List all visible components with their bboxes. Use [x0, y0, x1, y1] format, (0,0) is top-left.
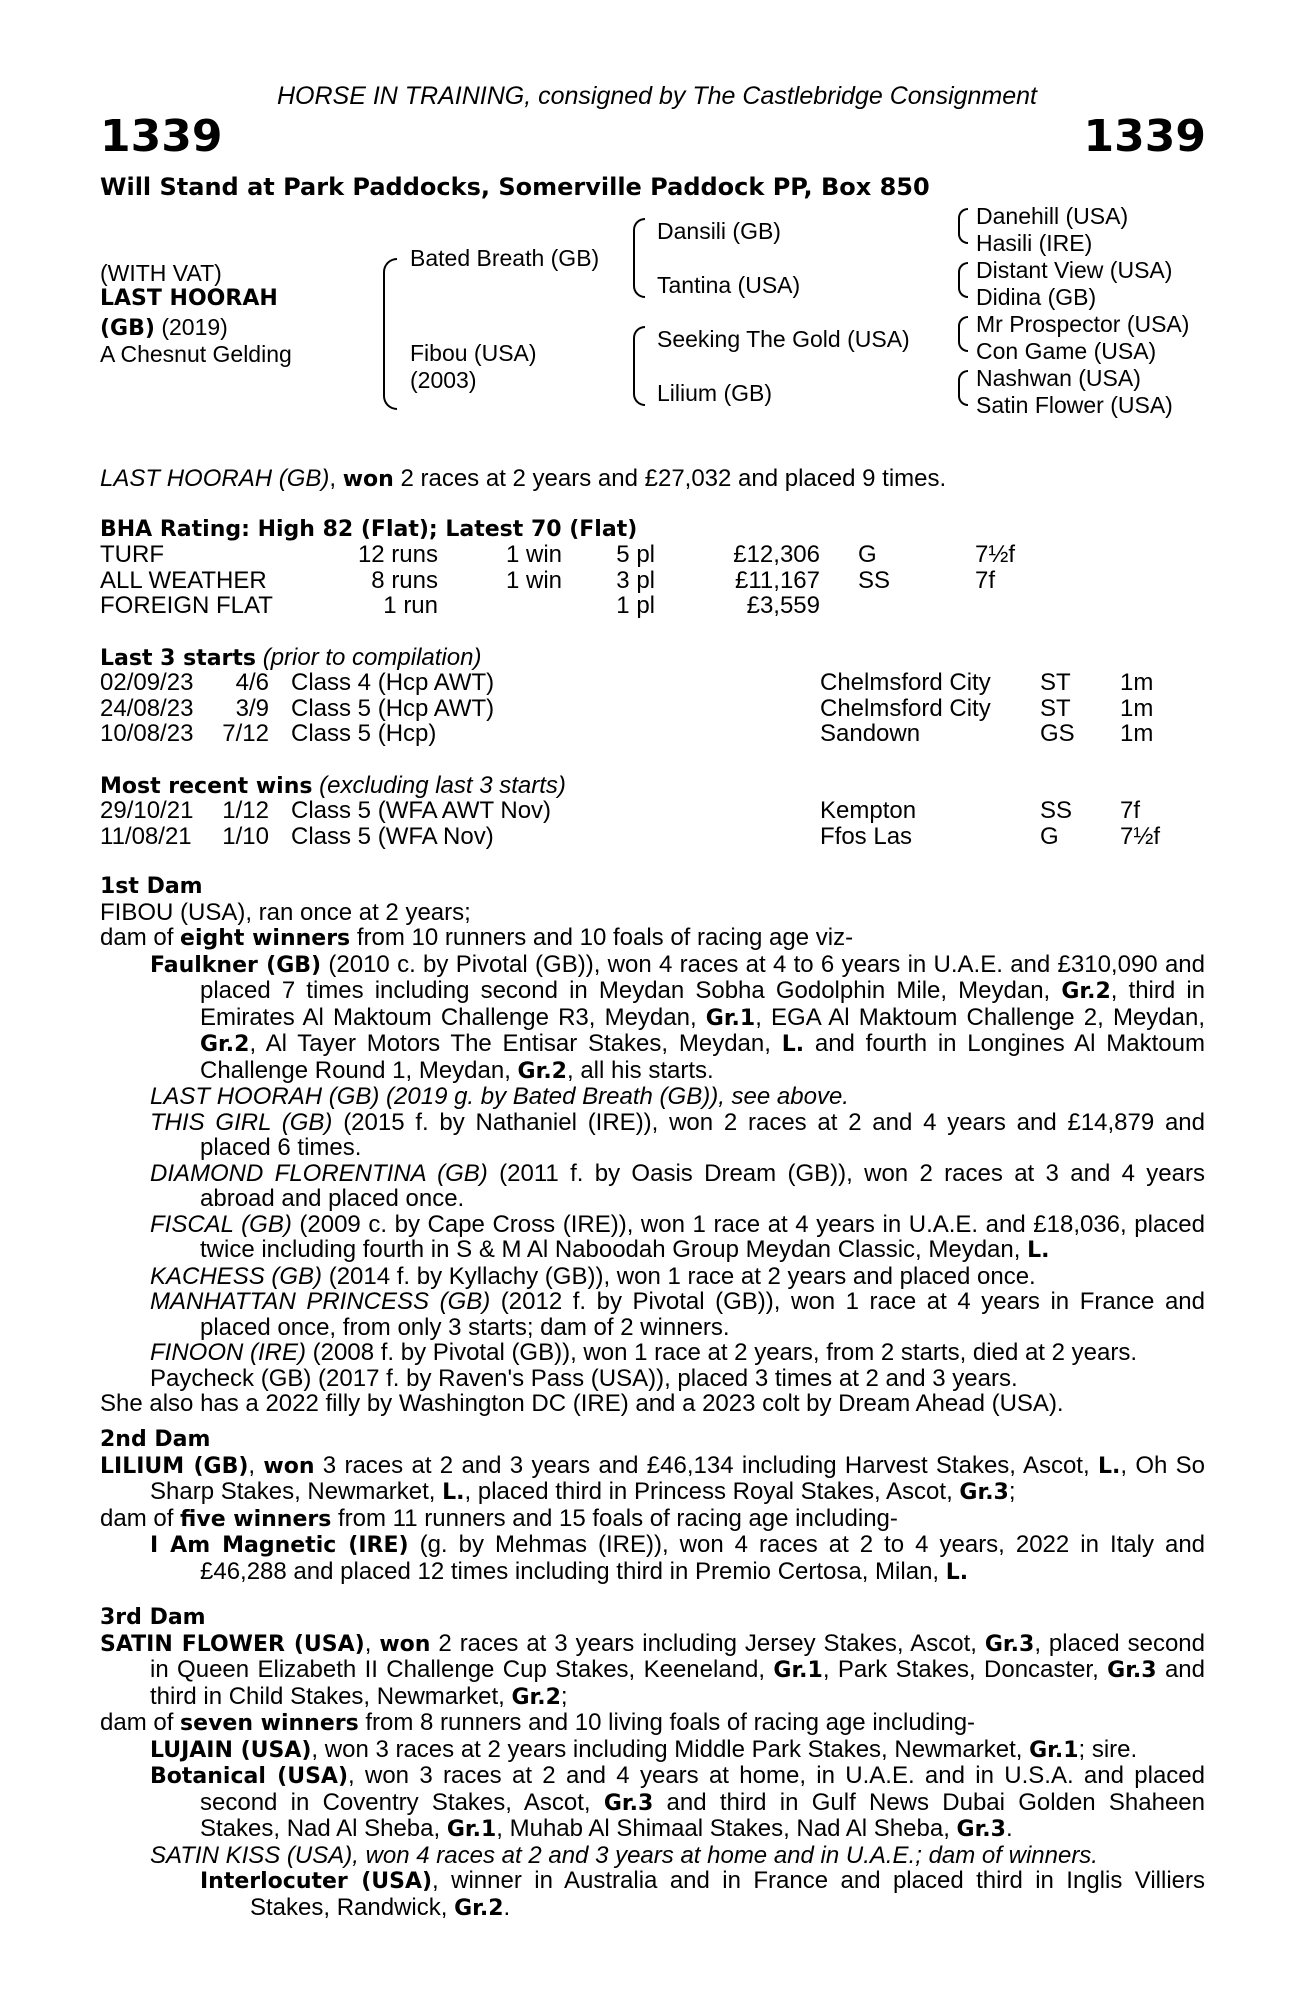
rating-dist: 7½f: [975, 541, 1016, 568]
horse-country: (GB): [100, 316, 155, 341]
summary-horse: LAST HOORAH (GB): [100, 465, 330, 492]
grade: Gr.1: [446, 1817, 497, 1842]
progeny-botanical: [100, 1763, 1205, 1843]
last3-going: ST: [1040, 669, 1071, 696]
progeny-text: , won 3 races at 2 and 4 years at home, in U.A.E. and in U.S.A. and placed second in Coventry Stakes, Ascot,: [200, 1762, 1205, 1816]
grade: Gr.1: [1029, 1737, 1079, 1763]
damof-prefix: dam of: [100, 924, 181, 951]
first-dam-line: FIBOU (USA), ran once at 2 years;: [100, 898, 471, 926]
second-dam-dam-of: [100, 1506, 1205, 1533]
last3-class: Class 5 (Hcp AWT): [291, 694, 495, 722]
grade: Gr.1: [773, 1658, 823, 1683]
progeny-name: FINOON (IRE): [150, 1339, 306, 1366]
second-dam-section: [100, 1427, 1205, 1585]
recent-course: Kempton: [820, 797, 917, 824]
recent-heading: [100, 773, 566, 800]
progeny-lujain: [100, 1737, 1205, 1764]
rating-going: G: [858, 541, 877, 568]
horse-year: (2019): [154, 314, 228, 340]
progeny-text: (2014 f. by Kyllachy (GB)), won 1 race at 2 years and placed once.: [322, 1262, 1036, 1290]
rating-runs: 12 runs: [357, 541, 438, 568]
progeny-name: MANHATTAN PRINCESS (GB): [150, 1288, 491, 1315]
rating-amount: £11,167: [735, 566, 820, 594]
rating-row: [100, 542, 1205, 568]
horse-name: LAST HOORAH: [100, 286, 278, 311]
grade: Gr.2: [517, 1058, 567, 1084]
dam-text: , placed second in Queen Elizabeth II Challenge Cup Stakes, Keeneland,: [150, 1629, 1205, 1683]
progeny-kachess: [100, 1264, 1205, 1290]
rating-pl: 3 pl: [616, 566, 655, 594]
dam-text: , placed third in Princess Royal Stakes, Ascot,: [464, 1478, 960, 1505]
second-dam-title: 2nd Dam: [100, 1427, 211, 1452]
dam-won: won: [379, 1631, 431, 1657]
last3-going: GS: [1040, 720, 1075, 747]
pedigree-g1: Danehill (USA): [976, 203, 1129, 229]
progeny-text: (2008 f. by Pivotal (GB)), won 1 race at 2 years, from 2 starts, died at 2 years.: [306, 1339, 1138, 1366]
summary-won: won: [342, 467, 394, 492]
progeny-text: .: [503, 1893, 511, 1921]
pedigree-sire-dam: Tantina (USA): [657, 272, 801, 298]
vat-note: (WITH VAT): [100, 260, 222, 286]
damof-suffix: from 10 runners and 10 foals of racing age viz-: [350, 924, 854, 951]
rating-pl: 5 pl: [616, 541, 655, 568]
progeny-text: (2010 c. by Pivotal (GB)), won 4 races at 4 to 6 years in U.A.E. and £310,090 and placed 7 times including second in Meydan Sobha Godolphin Mile, Meydan,: [200, 950, 1205, 1004]
grade: Gr.2: [1061, 979, 1111, 1004]
rating-type: FOREIGN FLAT: [100, 592, 273, 619]
bha-rating: BHA Rating: High 82 (Flat); Latest 70 (Flat): [100, 517, 638, 542]
grade: Gr.3: [959, 1480, 1009, 1505]
rating-amount: £12,306: [733, 541, 820, 568]
last3-course: Sandown: [820, 720, 921, 747]
third-dam-title: 3rd Dam: [100, 1605, 206, 1630]
progeny-name: THIS GIRL (GB): [150, 1108, 333, 1136]
last3-table: [100, 670, 1205, 747]
last3-pos: 4/6: [235, 669, 269, 696]
recent-row: [100, 798, 1205, 824]
third-dam-section: [100, 1605, 1205, 1921]
last3-class: Class 5 (Hcp): [291, 720, 437, 747]
dam-text: , Oh So Sharp Stakes, Newmarket,: [150, 1451, 1206, 1505]
recent-pos: 1/12: [222, 797, 269, 824]
progeny-interlocuter: [100, 1868, 1205, 1921]
grade: Gr.2: [454, 1895, 504, 1921]
pedigree-brace-g2: [958, 262, 968, 298]
damof-prefix: dam of: [100, 1504, 181, 1532]
rating-table: [100, 542, 1205, 619]
recent-table: [100, 798, 1205, 849]
recent-going: G: [1040, 822, 1059, 850]
last3-note: (prior to compilation): [256, 644, 482, 671]
last3-course: Chelmsford City: [820, 669, 991, 696]
pedigree-brace-sire: [633, 218, 645, 298]
last3-class: Class 4 (Hcp AWT): [291, 669, 495, 696]
recent-going: SS: [1040, 797, 1073, 824]
rating-type: TURF: [100, 541, 164, 568]
pedigree-brace-g1: [958, 208, 968, 244]
pedigree-dam-dam: Lilium (GB): [657, 380, 773, 406]
second-dam-record: LILIUM (GB), won 3 races at 2 and 3 years and £46,134 including Harvest Stakes, Ascot, L., Oh So Sharp Stakes, Newmarket, L., placed third in Princess Royal Stakes, Ascot, Gr.3;: [100, 1451, 1206, 1505]
progeny-text: , EGA Al Maktoum Challenge 2, Meydan,: [755, 1003, 1205, 1031]
first-dam-dam-of: [100, 925, 1205, 952]
damof-suffix: from 11 runners and 15 foals of racing age including-: [331, 1504, 898, 1532]
progeny-text: , Muhab Al Shimaal Stakes, Nad Al Sheba,: [496, 1815, 957, 1842]
last3-going: ST: [1040, 694, 1071, 722]
recent-note: (excluding last 3 starts): [312, 772, 566, 799]
progeny-text: and fourth in Longines Al Maktoum Challenge Round 1, Meydan,: [200, 1030, 1205, 1084]
grade: Gr.3: [1107, 1658, 1157, 1683]
dam-name: SATIN FLOWER (USA): [100, 1631, 365, 1657]
pedigree-g6: Con Game (USA): [976, 338, 1157, 364]
progeny-name: Interlocuter (USA): [200, 1869, 433, 1894]
recent-title: Most recent wins: [100, 774, 313, 799]
pedigree-g7: Nashwan (USA): [976, 365, 1141, 391]
dam-text: and third in Child Stakes, Newmarket,: [150, 1656, 1205, 1710]
grade: L.: [1027, 1238, 1050, 1263]
progeny-i-am-magnetic: [100, 1532, 1205, 1585]
recent-dist: 7½f: [1120, 822, 1161, 850]
progeny-paycheck: Paycheck (GB) (2017 f. by Raven's Pass (USA)), placed 3 times at 2 and 3 years.: [150, 1364, 1018, 1392]
progeny-text: , third in Emirates Al Maktoum Challenge R3, Meydan,: [200, 977, 1205, 1031]
last3-date: 02/09/23: [100, 669, 194, 696]
recent-row: [100, 824, 1205, 850]
horse-origin: [100, 315, 228, 341]
last3-course: Chelmsford City: [820, 694, 991, 722]
progeny-text: (2012 f. by Pivotal (GB)), won 1 race at 4 years in France and placed once, from only 3 starts; dam of 2 winners.: [200, 1288, 1205, 1341]
progeny-text: ; sire.: [1078, 1735, 1138, 1763]
progeny-text: , all his starts.: [566, 1056, 714, 1084]
recent-class: Class 5 (WFA Nov): [291, 822, 494, 850]
rating-dist: 7f: [975, 566, 996, 594]
progeny-name: FISCAL (GB): [150, 1210, 292, 1238]
first-dam-title: 1st Dam: [100, 874, 203, 899]
last3-date: 24/08/23: [100, 694, 194, 722]
grade: L.: [442, 1480, 465, 1505]
rating-wins: 1 win: [505, 566, 562, 594]
progeny-name: Botanical (USA): [150, 1764, 349, 1789]
recent-course: Ffos Las: [820, 822, 913, 850]
pedigree-g3: Distant View (USA): [976, 257, 1173, 283]
recent-dist: 7f: [1120, 797, 1141, 824]
progeny-text: (g. by Mehmas (IRE)), won 4 races at 2 to 4 years, 2022 in Italy and £46,288 and placed 12 times including third in Premio Certosa, Milan,: [200, 1531, 1206, 1585]
rating-amount: £3,559: [746, 592, 820, 619]
progeny-faulkner: [100, 952, 1205, 1085]
progeny-text: , won 3 races at 2 years including Middle Park Stakes, Newmarket,: [311, 1735, 1030, 1763]
pedigree-dam-sire: Seeking The Gold (USA): [657, 326, 910, 352]
rating-pl: 1 pl: [616, 592, 655, 619]
grade: L.: [1097, 1453, 1121, 1479]
damof-count: five winners: [180, 1506, 332, 1532]
dam-text: , Park Stakes, Doncaster,: [822, 1656, 1108, 1683]
third-dam-dam-of: [100, 1710, 1205, 1737]
progeny-this-girl: [100, 1110, 1205, 1161]
progeny-diamond-florentina: [100, 1161, 1205, 1212]
recent-class: Class 5 (WFA AWT Nov): [291, 797, 552, 824]
progeny-text: , winner in Australia and in France and placed third in Inglis Villiers Stakes, Randwick,: [250, 1867, 1205, 1921]
dam-text: ;: [1008, 1478, 1016, 1505]
grade: L.: [945, 1559, 969, 1585]
pedigree-brace-dam: [633, 326, 645, 406]
pedigree-dam-year: (2003): [410, 367, 477, 393]
pedigree-brace-g3: [958, 316, 968, 352]
pedigree-dam: Fibou (USA): [410, 340, 537, 366]
grade: Gr.1: [705, 1005, 756, 1031]
progeny-name: Faulkner (GB): [150, 952, 322, 978]
damof-suffix: from 8 runners and 10 living foals of racing age including-: [358, 1709, 976, 1736]
progeny-name: KACHESS (GB): [150, 1262, 323, 1290]
dam-name: LILIUM (GB): [100, 1453, 249, 1479]
last3-row: [100, 670, 1205, 696]
dam-won: won: [263, 1453, 315, 1479]
progeny-satin-kiss: SATIN KISS (USA), won 4 races at 2 and 3 years at home and in U.A.E.; dam of winners.: [150, 1841, 1098, 1869]
last3-row: [100, 696, 1205, 722]
pedigree-sire: Bated Breath (GB): [410, 245, 600, 271]
recent-pos: 1/10: [222, 822, 269, 850]
progeny-last-hoorah: LAST HOORAH (GB) (2019 g. by Bated Breath (GB)), see above.: [150, 1083, 849, 1110]
lot-number-left: 1339: [100, 111, 223, 162]
catalogue-header: HORSE IN TRAINING, consigned by The Castlebridge Consignment: [276, 82, 1038, 110]
summary-text: 2 races at 2 years and £27,032 and placed 9 times.: [393, 465, 947, 492]
grade: Gr.3: [956, 1817, 1006, 1842]
dam-text: ;: [560, 1682, 568, 1710]
pedigree-brace-g4: [958, 370, 968, 406]
pedigree-brace-main: [383, 258, 397, 410]
last3-dist: 1m: [1120, 694, 1154, 722]
race-summary: LAST HOORAH (GB), won 2 races at 2 years and £27,032 and placed 9 times.: [100, 465, 947, 492]
rating-runs: 8 runs: [371, 566, 438, 594]
rating-runs: 1 run: [383, 592, 438, 619]
damof-prefix: dam of: [100, 1709, 181, 1736]
recent-date: 11/08/21: [100, 822, 192, 850]
rating-wins: 1 win: [505, 541, 562, 568]
grade: Gr.2: [200, 1032, 250, 1057]
progeny-text: and third in Gulf News Dubai Golden Shaheen Stakes, Nad Al Sheba,: [200, 1788, 1205, 1842]
damof-count: seven winners: [180, 1711, 359, 1736]
first-dam-section: [100, 874, 1205, 1417]
pedigree-g2: Hasili (IRE): [976, 230, 1093, 256]
last3-pos: 3/9: [235, 694, 269, 722]
pedigree-sire-sire: Dansili (GB): [657, 218, 781, 244]
recent-date: 29/10/21: [100, 797, 194, 824]
last3-dist: 1m: [1120, 669, 1154, 696]
last3-heading: [100, 645, 481, 672]
third-dam-record: SATIN FLOWER (USA), won 2 races at 3 years including Jersey Stakes, Ascot, Gr.3, placed second in Queen Elizabeth II Challenge Cup Stakes, Keeneland, Gr.1, Park Stakes, Doncaster, Gr.3 and third in Child Stakes, Newmarket, Gr.2;: [100, 1629, 1205, 1710]
progeny-name: I Am Magnetic (IRE): [150, 1533, 409, 1558]
progeny-text: , Al Tayer Motors The Entisar Stakes, Meydan,: [249, 1030, 782, 1057]
grade: Gr.2: [511, 1684, 561, 1710]
pedigree-g5: Mr Prospector (USA): [976, 311, 1190, 337]
damof-count: eight winners: [180, 926, 351, 951]
horse-description: A Chesnut Gelding: [100, 341, 292, 367]
first-dam-also: She also has a 2022 filly by Washington DC (IRE) and a 2023 colt by Dream Ahead (USA).: [100, 1390, 1064, 1417]
last3-row: [100, 721, 1205, 747]
progeny-name: DIAMOND FLORENTINA (GB): [150, 1159, 488, 1187]
last3-date: 10/08/23: [100, 720, 194, 747]
progeny-text: .: [1005, 1815, 1013, 1842]
last3-pos: 7/12: [222, 720, 269, 747]
rating-row: [100, 568, 1205, 594]
lot-number-right: 1339: [1083, 111, 1206, 162]
rating-type: ALL WEATHER: [100, 566, 267, 594]
last3-dist: 1m: [1120, 720, 1154, 747]
dam-text: 2 races at 3 years including Jersey Stakes, Ascot,: [430, 1629, 985, 1657]
progeny-name: LUJAIN (USA): [150, 1737, 312, 1763]
progeny-text: (2011 f. by Oasis Dream (GB)), won 2 races at 3 and 4 years abroad and placed once.: [200, 1159, 1205, 1212]
progeny-fiscal: [100, 1212, 1205, 1264]
progeny-text: (2009 c. by Cape Cross (IRE)), won 1 race at 4 years in U.A.E. and £18,036, placed twice including fourth in S & M Al Naboodah Group Meydan Classic, Meydan,: [200, 1210, 1205, 1263]
dam-text: 3 races at 2 and 3 years and £46,134 including Harvest Stakes, Ascot,: [314, 1451, 1098, 1479]
progeny-finoon: [100, 1340, 1205, 1366]
last3-title: Last 3 starts: [100, 646, 257, 671]
stand-location: Will Stand at Park Paddocks, Somerville Paddock PP, Box 850: [100, 173, 930, 201]
rating-row: [100, 593, 1205, 619]
pedigree-g4: Didina (GB): [976, 284, 1097, 310]
grade: Gr.3: [984, 1631, 1035, 1657]
progeny-text: (2015 f. by Nathaniel (IRE)), won 2 races at 2 and 4 years and £14,879 and placed 6 times.: [200, 1108, 1206, 1161]
rating-going: SS: [858, 566, 891, 594]
grade: L.: [781, 1032, 805, 1057]
grade: Gr.3: [603, 1790, 654, 1816]
pedigree-g8: Satin Flower (USA): [976, 392, 1173, 418]
progeny-manhattan-princess: [100, 1289, 1205, 1340]
